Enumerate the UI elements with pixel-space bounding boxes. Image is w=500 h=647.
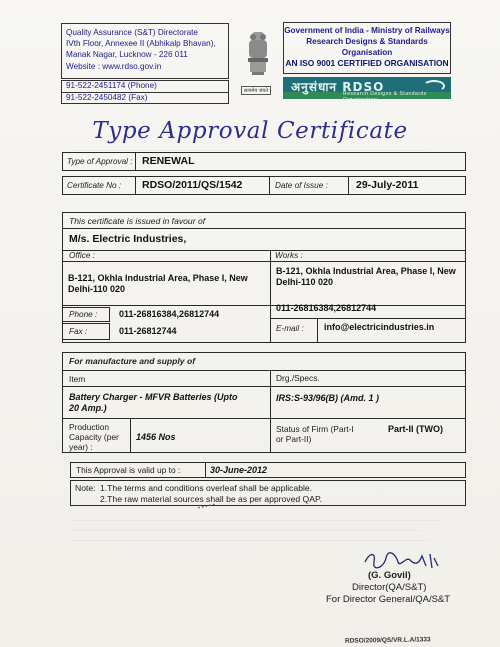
works-address: B-121, Okhla Industrial Area, Phase I, New Delhi-110 020 xyxy=(276,266,456,287)
phone-number: 91-522-2451174 (Phone) xyxy=(61,80,229,93)
favour-intro-row xyxy=(62,212,466,229)
rdso-logo xyxy=(283,77,451,103)
column-divider xyxy=(130,418,131,453)
date-value-cell xyxy=(348,176,466,195)
emblem-motto: सत्यमेव जयते xyxy=(241,86,271,95)
email-value: info@electricindustries.in xyxy=(324,322,435,332)
address-line: IVth Floor, Annexee II (Abhikalp Bhavan), xyxy=(66,39,216,49)
issued-in-favour-text: This certificate is issued in favour of xyxy=(69,216,206,226)
bleed-line xyxy=(70,530,420,531)
office-label: Office : xyxy=(69,251,95,260)
address-line: Quality Assurance (S&T) Directorate xyxy=(66,28,198,37)
row-divider xyxy=(62,370,466,371)
org-line: Organisation xyxy=(341,48,393,57)
works-phone-value: 011-26816384,26812744 xyxy=(276,303,377,313)
row-divider xyxy=(270,318,466,319)
signatory-for-line: For Director General/QA/S&T xyxy=(326,594,451,605)
row-divider xyxy=(62,386,466,387)
production-capacity-label: Production Capacity (per year) : xyxy=(69,422,119,452)
swoosh-icon xyxy=(423,80,445,92)
validity-label-cell xyxy=(70,462,206,478)
column-divider xyxy=(317,319,318,343)
type-of-approval-value: RENEWAL xyxy=(142,155,195,167)
rdso-logo-subtext: Research Designs & Standards Organisation xyxy=(343,91,427,103)
note-prefix: Note: xyxy=(75,483,96,493)
office-phone-value: 011-26816384,26812744 xyxy=(119,309,220,319)
org-line: Government of India - Ministry of Railways xyxy=(284,26,450,35)
dotted-mark: • • • • • xyxy=(197,502,216,512)
email-label: E-mail : xyxy=(276,324,304,333)
national-emblem-icon xyxy=(243,28,273,86)
status-of-firm-value: Part-II (TWO) xyxy=(388,424,443,434)
phone-label: Phone : xyxy=(69,310,98,319)
date-of-issue-value: 29-July-2011 xyxy=(356,179,419,191)
status-of-firm-label: Status of Firm (Part-I or Part-II) xyxy=(276,424,354,444)
office-label-row xyxy=(62,250,270,262)
validity-value: 30-June-2012 xyxy=(210,465,268,475)
address-line: Manak Nagar, Lucknow - 226 011 xyxy=(66,50,188,60)
date-label-cell xyxy=(269,176,349,195)
works-label: Works : xyxy=(275,251,303,260)
column-divider xyxy=(270,262,271,343)
bleed-line xyxy=(70,540,430,541)
column-divider xyxy=(270,370,271,453)
note-1: 1.The terms and conditions overleaf shall be applicable. xyxy=(100,483,313,493)
row-divider xyxy=(62,418,466,419)
validity-label: This Approval is valid up to : xyxy=(76,465,181,475)
office-address: B-121, Okhla Industrial Area, Phase I, New Delhi-110 020 xyxy=(68,273,248,294)
company-name: M/s. Electric Industries, xyxy=(69,233,187,245)
note-2: 2.The raw material sources shall be as per approved QAP. xyxy=(100,494,322,504)
type-label-cell xyxy=(62,152,136,171)
cert-no-value-cell xyxy=(135,176,270,195)
footer-reference: RDSO/2009/QS/VR.L.A/1333 xyxy=(344,636,431,645)
production-capacity-value: 1456 Nos xyxy=(136,432,176,442)
item-label: Item xyxy=(69,374,86,384)
type-value-cell xyxy=(135,152,466,171)
fax-value: 011-26812744 xyxy=(119,326,177,336)
cert-no-label-cell xyxy=(62,176,136,195)
date-of-issue-label: Date of Issue : xyxy=(275,181,328,190)
signatory-designation: Director(QA/S&T) xyxy=(352,582,427,593)
item-value: Battery Charger - MFVR Batteries (Upto 20 Amp.) xyxy=(69,392,238,413)
signature-icon xyxy=(362,548,442,572)
certificate-no-label: Certificate No : xyxy=(67,181,122,190)
directorate-address-box xyxy=(61,23,229,79)
phone-label-cell xyxy=(62,307,110,322)
supply-heading: For manufacture and supply of xyxy=(69,356,196,366)
fax-label-cell xyxy=(62,323,110,340)
certificate-title: Type Approval Certificate xyxy=(92,118,408,144)
contact-numbers xyxy=(61,80,229,104)
specs-label: Drg./Specs. xyxy=(276,373,320,383)
org-line: Research Designs & Standards xyxy=(306,37,428,46)
certificate-no-value: RDSO/2011/QS/1542 xyxy=(142,179,243,191)
validity-value-cell xyxy=(205,462,466,478)
iso-certification: AN ISO 9001 CERTIFIED ORGANISATION xyxy=(285,58,449,68)
organisation-box xyxy=(283,22,451,74)
fax-label: Fax : xyxy=(69,327,88,336)
works-label-row xyxy=(270,250,466,262)
bleed-line xyxy=(70,520,440,521)
rdso-logo-text: अनुसंधान RDSO xyxy=(291,80,385,94)
bleed-line xyxy=(70,150,430,151)
type-of-approval-label: Type of Approval : xyxy=(67,157,133,166)
fax-number: 91-522-2450482 (Fax) xyxy=(61,93,229,105)
specs-value: IRS:S-93/96(B) (Amd. 1 ) xyxy=(276,393,380,403)
website-line: Website : www.rdso.gov.in xyxy=(66,61,162,71)
signatory-name: (G. Govil) xyxy=(368,570,411,581)
